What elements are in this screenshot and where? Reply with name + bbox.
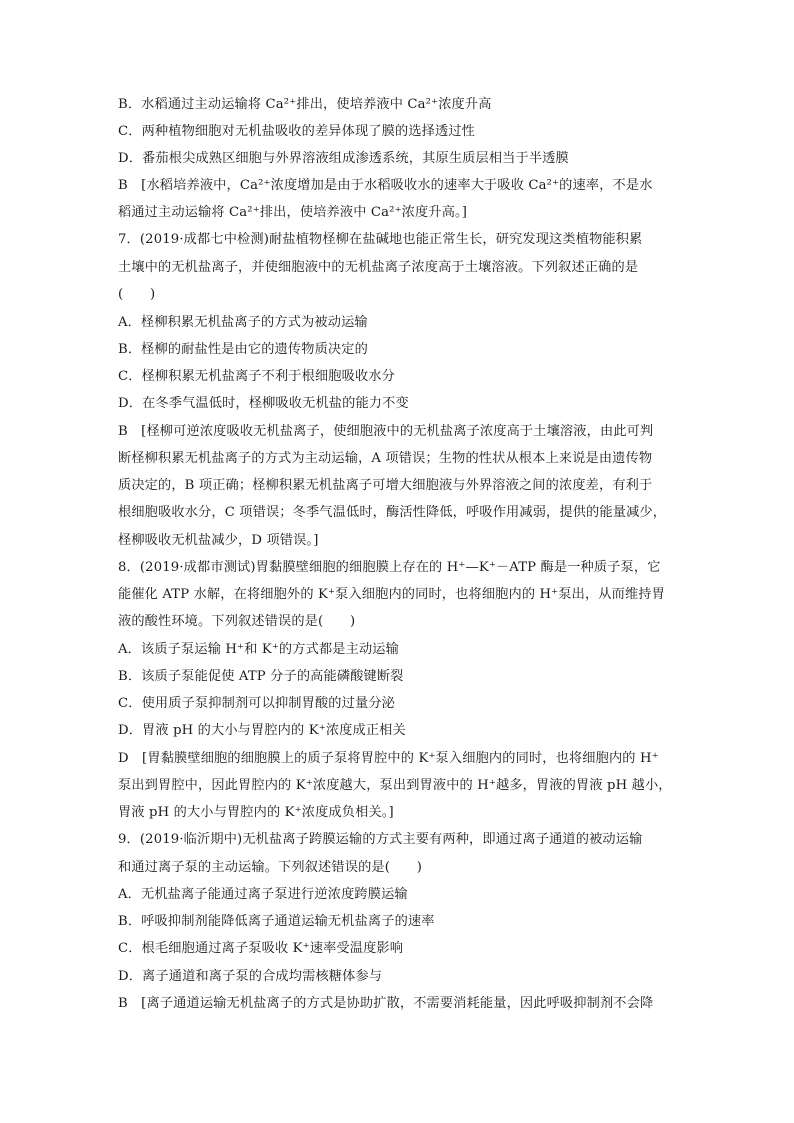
option-line: D．胃液 pH 的大小与胃腔内的 K⁺浓度成正相关 xyxy=(118,723,406,738)
option-line: D．在冬季气温低时，柽柳吸收无机盐的能力不变 xyxy=(118,396,409,411)
answer-line: B [柽柳可逆浓度吸收无机盐离子，使细胞液中的无机盐离子浓度高于土壤溶液，由此可判 xyxy=(118,424,654,439)
question-7-line: 土壤中的无机盐离子，并使细胞液中的无机盐离子浓度高于土壤溶液。下列叙述正确的是 xyxy=(118,260,639,275)
option-line: B．水稻通过主动运输将 Ca²⁺排出，使培养液中 Ca²⁺浓度升高 xyxy=(118,97,492,112)
option-line: D．番茄根尖成熟区细胞与外界溶液组成渗透系统，其原生质层相当于半透膜 xyxy=(118,151,569,166)
option-line: A．该质子泵运输 H⁺和 K⁺的方式都是主动运输 xyxy=(118,642,399,657)
question-8-line: 8．(2019·成都市测试)胃黏膜壁细胞的细胞膜上存在的 H⁺—K⁺－ATP 酶是一种质子泵，它 xyxy=(118,560,661,575)
answer-line: 断柽柳积累无机盐离子的方式为主动运输，A 项错误；生物的性状从根本上来说是由遗传物 xyxy=(118,451,653,466)
option-line: B．柽柳的耐盐性是由它的遗传物质决定的 xyxy=(118,342,368,357)
question-8-line: 能催化 ATP 水解，在将细胞外的 K⁺泵入细胞内的同时，也将细胞内的 H⁺泵出，从而维持胃 xyxy=(118,587,665,602)
question-7-line: ( ) xyxy=(118,287,156,302)
option-line: B．呼吸抑制剂能降低离子通道运输无机盐离子的速率 xyxy=(118,914,435,929)
question-9-line: 和通过离子泵的主动运输。下列叙述错误的是( ) xyxy=(118,860,423,875)
question-8-line: 液的酸性环境。下列叙述错误的是( ) xyxy=(118,614,356,629)
question-7-line: 7．(2019·成都七中检测)耐盐植物柽柳在盐碱地也能正常生长，研究发现这类植物能积累 xyxy=(118,232,643,247)
answer-line: B [离子通道运输无机盐离子的方式是协助扩散，不需要消耗能量，因此呼吸抑制剂不会降 xyxy=(118,996,654,1011)
option-line: A．无机盐离子能通过离子泵进行逆浓度跨膜运输 xyxy=(118,887,408,902)
answer-line: 泵出到胃腔中，因此胃腔内的 K⁺浓度越大，泵出到胃液中的 H⁺越多，胃液的胃液 pH 越小， xyxy=(118,778,672,793)
answer-line: 稻通过主动运输将 Ca²⁺排出，使培养液中 Ca²⁺浓度升高。] xyxy=(118,205,468,220)
answer-line: 柽柳吸收无机盐减少，D 项错误。] xyxy=(118,533,319,548)
option-line: A．柽柳积累无机盐离子的方式为被动运输 xyxy=(118,315,368,330)
question-9-line: 9．(2019·临沂期中)无机盐离子跨膜运输的方式主要有两种，即通过离子通道的被动运输 xyxy=(118,832,643,847)
answer-line: D [胃黏膜壁细胞的细胞膜上的质子泵将胃腔中的 K⁺泵入细胞内的同时，也将细胞内的 H⁺ xyxy=(118,751,659,766)
answer-line: 质决定的，B 项正确；柽柳积累无机盐离子可增大细胞液与外界溶液之间的浓度差，有利于 xyxy=(118,478,653,493)
option-line: C．柽柳积累无机盐离子不利于根细胞吸收水分 xyxy=(118,369,395,384)
answer-line: B [水稻培养液中，Ca²⁺浓度增加是由于水稻吸收水的速率大于吸收 Ca²⁺的速率，不是水 xyxy=(118,178,653,193)
option-line: C．使用质子泵抑制剂可以抑制胃酸的过量分泌 xyxy=(118,696,395,711)
option-line: D．离子通道和离子泵的合成均需核糖体参与 xyxy=(118,969,383,984)
option-line: C．根毛细胞通过离子泵吸收 K⁺速率受温度影响 xyxy=(118,941,404,956)
answer-line: 胃液 pH 的大小与胃腔内的 K⁺浓度成负相关。] xyxy=(118,805,394,820)
option-line: C．两种植物细胞对无机盐吸收的差异体现了膜的选择透过性 xyxy=(118,124,476,139)
answer-line: 根细胞吸收水分，C 项错误；冬季气温低时，酶活性降低，呼吸作用减弱，提供的能量减少， xyxy=(118,505,667,520)
option-line: B．该质子泵能促使 ATP 分子的高能磷酸键断裂 xyxy=(118,669,404,684)
